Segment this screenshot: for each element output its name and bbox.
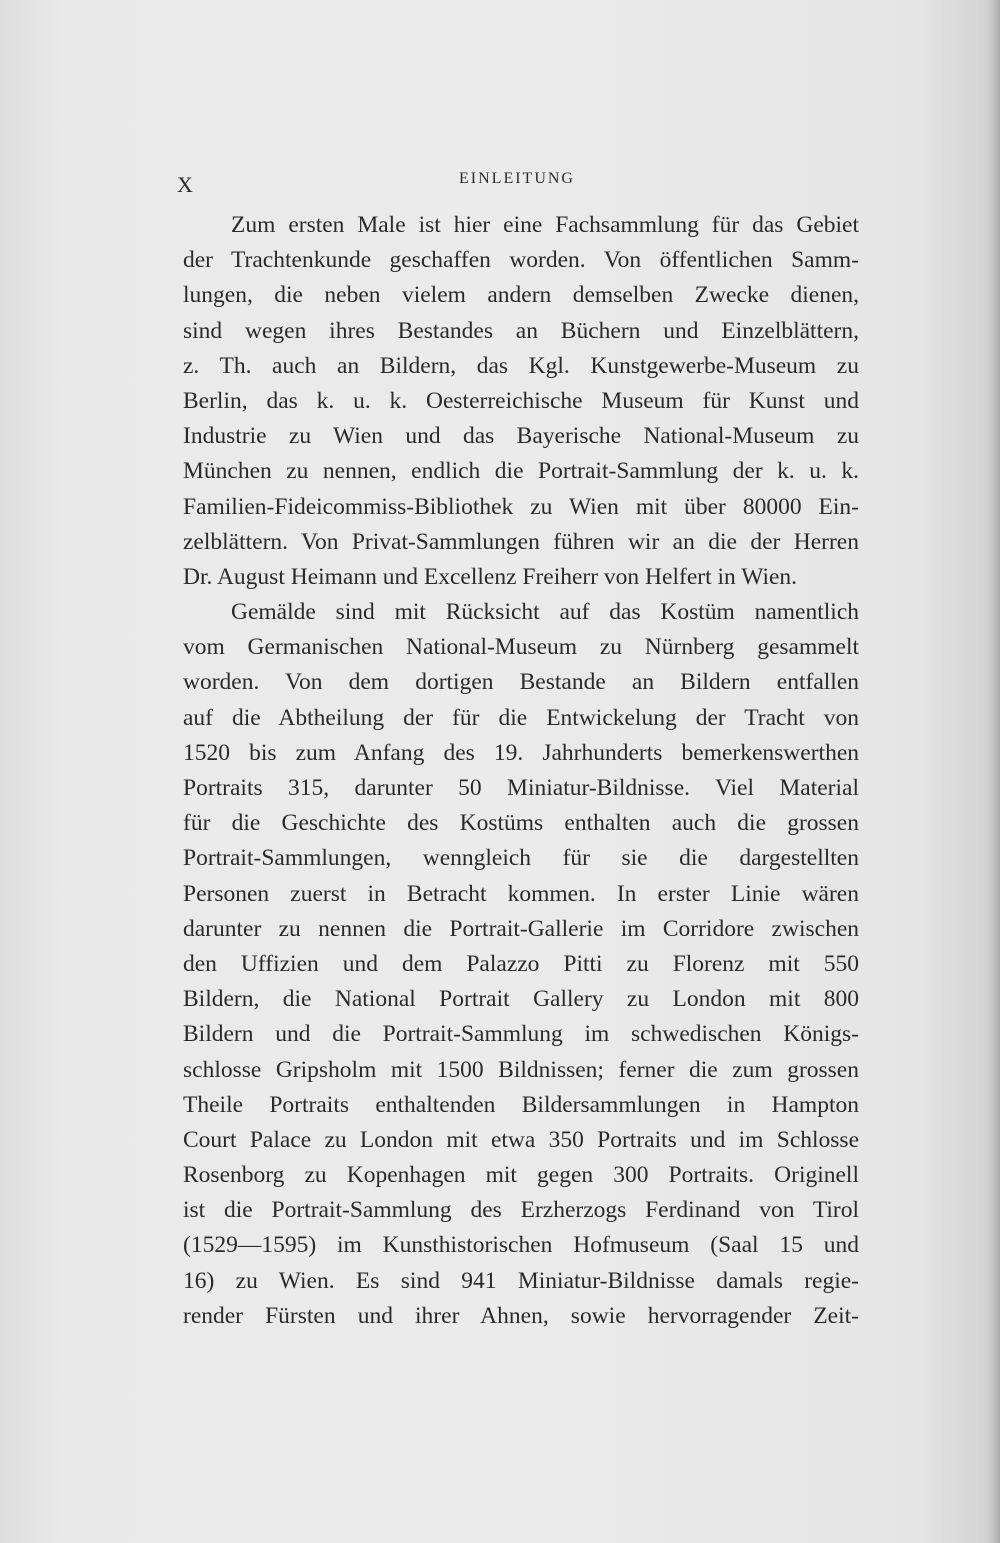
- text-line: Berlin, das k. u. k. Oesterreichische Museum für Kunst und: [183, 387, 859, 414]
- text-line: Theile Portraits enthaltenden Bildersammlungen in Hampton: [183, 1091, 859, 1118]
- text-line: render Fürsten und ihrer Ahnen, sowie hervorragender Zeit-: [183, 1302, 859, 1329]
- text-line: sind wegen ihres Bestandes an Büchern und Einzelblättern,: [183, 317, 859, 344]
- text-line: worden. Von dem dortigen Bestande an Bildern entfallen: [183, 669, 859, 696]
- text-line: Gemälde sind mit Rücksicht auf das Kostüm namentlich: [231, 599, 859, 626]
- text-line: Bildern und die Portrait-Sammlung im schwedischen Königs-: [183, 1021, 859, 1048]
- text-line: Court Palace zu London mit etwa 350 Portraits und im Schlosse: [183, 1126, 859, 1153]
- text-line: der Trachtenkunde geschaffen worden. Von öffentlichen Samm-: [183, 247, 859, 274]
- text-line: den Uffizien und dem Palazzo Pitti zu Florenz mit 550: [183, 950, 859, 977]
- text-line: Familien-Fideicommiss-Bibliothek zu Wien mit über 80000 Ein-: [183, 493, 859, 520]
- text-line: Personen zuerst in Betracht kommen. In erster Linie wären: [183, 880, 859, 907]
- body-text: [183, 208, 859, 1334]
- text-line: vom Germanischen National-Museum zu Nürnberg gesammelt: [183, 634, 859, 661]
- text-line: Zum ersten Male ist hier eine Fachsammlung für das Gebiet: [231, 212, 859, 238]
- text-line: zelblättern. Von Privat-Sammlungen führen wir an die der Herren: [183, 528, 859, 555]
- text-line: 1520 bis zum Anfang des 19. Jahrhunderts bemerkenswerthen: [183, 739, 859, 766]
- text-line: auf die Abtheilung der für die Entwickelung der Tracht von: [183, 704, 859, 731]
- page-number: X: [177, 172, 194, 197]
- text-line: (1529—1595) im Kunsthistorischen Hofmuseum (Saal 15 und: [183, 1232, 859, 1259]
- text-line: ist die Portrait-Sammlung des Erzherzogs Ferdinand von Tirol: [183, 1197, 859, 1224]
- text-line: Portraits 315, darunter 50 Miniatur-Bildnisse. Viel Material: [183, 775, 859, 801]
- text-line: schlosse Gripsholm mit 1500 Bildnissen; ferner die zum grossen: [183, 1056, 859, 1083]
- section-title: EINLEITUNG: [459, 170, 575, 187]
- text-line: darunter zu nennen die Portrait-Gallerie im Corridore zwischen: [183, 915, 859, 942]
- text-line: für die Geschichte des Kostüms enthalten auch die grossen: [183, 810, 859, 837]
- text-line: Rosenborg zu Kopenhagen mit gegen 300 Portraits. Originell: [183, 1162, 859, 1189]
- page-edge-shadow: [986, 0, 1000, 1543]
- text-line: Industrie zu Wien und das Bayerische National-Museum zu: [183, 423, 859, 450]
- running-head: [177, 166, 857, 196]
- text-line: Portrait-Sammlungen, wenngleich für sie die dargestellten: [183, 845, 859, 872]
- text-line: Dr. August Heimann und Excellenz Freiherr von Helfert in Wien.: [183, 563, 798, 590]
- text-line: 16) zu Wien. Es sind 941 Miniatur-Bildnisse damals regie-: [183, 1267, 859, 1294]
- text-line: lungen, die neben vielem andern demselben Zwecke dienen,: [183, 282, 859, 309]
- text-line: München zu nennen, endlich die Portrait-Sammlung der k. u. k.: [183, 458, 859, 485]
- text-line: z. Th. auch an Bildern, das Kgl. Kunstgewerbe-Museum zu: [183, 352, 859, 379]
- text-line: Bildern, die National Portrait Gallery zu London mit 800: [183, 986, 859, 1013]
